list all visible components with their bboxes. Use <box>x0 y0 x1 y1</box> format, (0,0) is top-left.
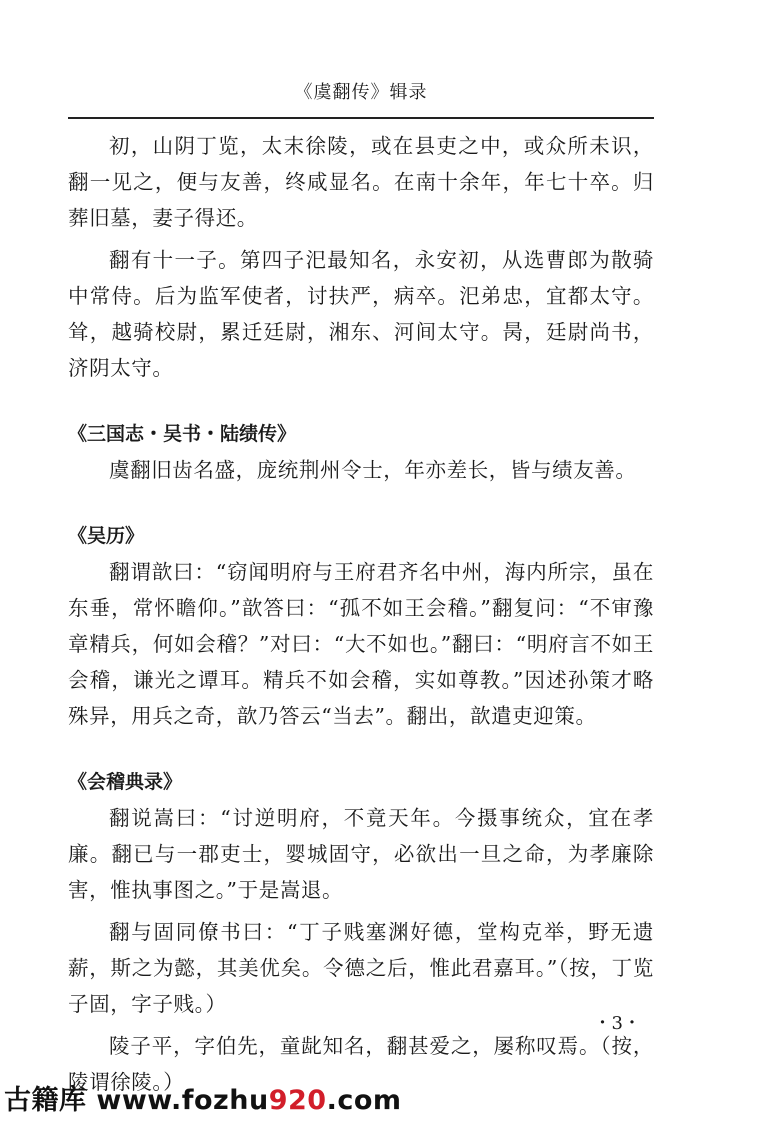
header-rule <box>68 117 654 119</box>
footer-site-accent: 920 <box>268 1085 327 1116</box>
paragraph: 翻说嵩曰：“讨逆明府，不竟天年。今摄事统众，宜在孝廉。翻已与一郡吏士，婴城固守，必欲出一旦之命，为孝廉除害，惟执事图之。”于是嵩退。 <box>68 806 654 902</box>
paragraph: 翻与固同僚书曰：“丁子贱塞渊好德，堂构克举，野无遗薪，斯之为懿，其美优矣。令德之后，惟此君嘉耳。”（按，丁览子固，字子贱。） <box>68 920 654 1016</box>
running-header: 《虞翻传》辑录 <box>294 82 428 103</box>
paragraph: 翻有十一子。第四子汜最知名，永安初，从选曹郎为散骑中常侍。后为监军使者，讨扶严，病卒。汜弟忠，宜都太守。耸，越骑校尉，累迁廷尉，湘东、河间太守。昺，廷尉尚书，济阴太守。 <box>68 248 654 380</box>
section-title: 《会稽典录》 <box>68 771 183 793</box>
footer-site-suffix: .com <box>326 1085 402 1116</box>
paragraph: 陵子平，字伯先，童龀知名，翻甚爱之，屡称叹焉。（按，陵谓徐陵。） <box>68 1034 654 1094</box>
page-body <box>68 128 654 1100</box>
section-title: 《吴历》 <box>68 525 145 547</box>
footer-site-prefix: www.fozhu <box>96 1085 269 1116</box>
page-number: ・3・ <box>593 1013 641 1034</box>
section-title: 《三国志・吴书・陆绩传》 <box>68 423 297 445</box>
footer-watermark[interactable] <box>4 1078 402 1117</box>
paragraph: 初，山阴丁览，太末徐陵，或在县吏之中，或众所未识，翻一见之，便与友善，终咸显名。在南十余年，年七十卒。归葬旧墓，妻子得还。 <box>68 134 654 230</box>
footer-brand: 古籍库 <box>4 1085 87 1116</box>
paragraph: 翻谓歆曰：“窃闻明府与王府君齐名中州，海内所宗，虽在东垂，常怀瞻仰。”歆答曰：“孤不如王会稽。”翻复问：“不审豫章精兵，何如会稽？”对曰：“大不如也。”翻曰：“明府言不如王会稽，谦光之谭耳。精兵不如会稽，实如尊教。”因述孙策才略殊异，用兵之奇，歆乃答云“当去”。翻出，歆遣吏迎策。 <box>68 560 654 728</box>
paragraph: 虞翻旧齿名盛，庞统荆州令士，年亦差长，皆与绩友善。 <box>109 458 637 482</box>
